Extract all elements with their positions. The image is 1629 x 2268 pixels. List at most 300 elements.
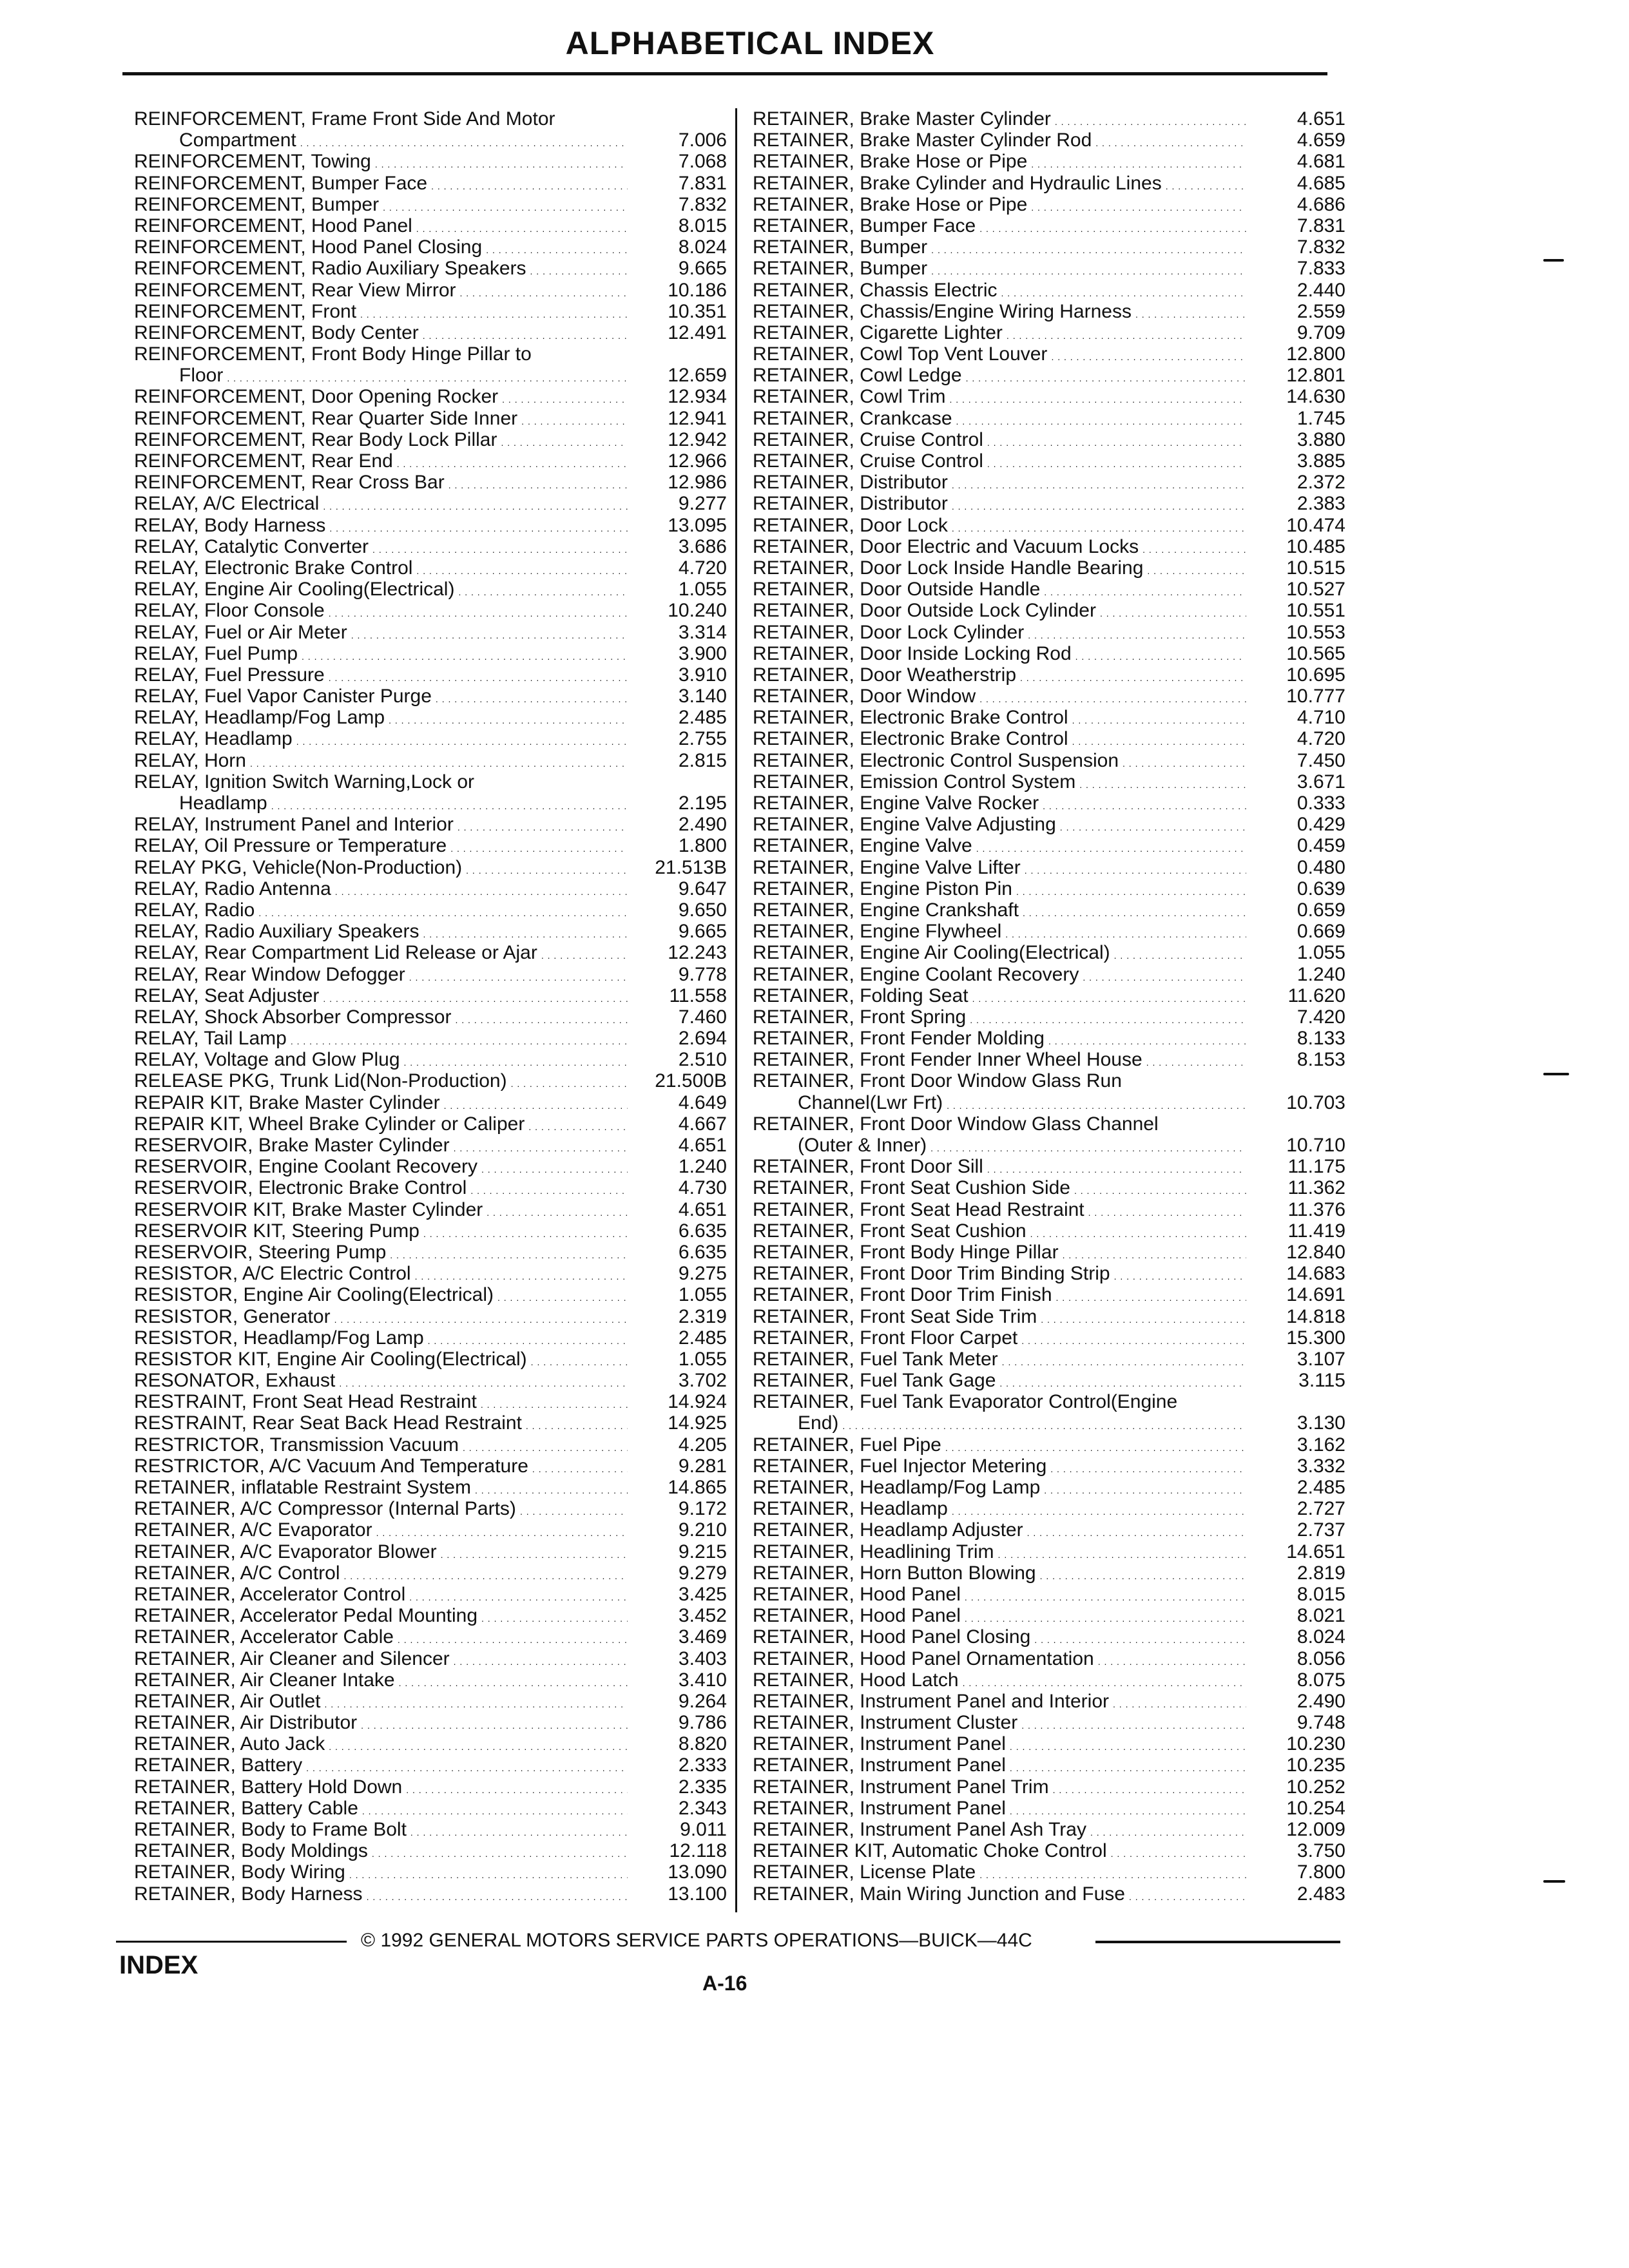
dot-leader [1100,600,1246,621]
index-entry [134,108,727,130]
entry-description [753,1327,1249,1349]
index-entry [134,750,727,771]
entry-page: 9.748 [1296,1712,1345,1734]
entry-description [134,1776,630,1798]
entry-description [134,1562,630,1584]
entry-text: RESISTOR, A/C Electric Control [134,1263,411,1285]
entry-text: RETAINER, Engine Air Cooling(Electrical) [753,942,1110,964]
entry-page: 12.243 [668,942,727,964]
entry-text: RETAINER, Headlamp/Fog Lamp [753,1477,1041,1498]
entry-page: 12.009 [1286,1819,1345,1840]
entry-text: RETAINER, Accelerator Cable [134,1626,394,1648]
entry-text: RETAINER, Emission Control System [753,771,1076,793]
entry-text: RESERVOIR, Electronic Brake Control [134,1177,467,1199]
entry-description [134,771,630,793]
entry-text: (Outer & Inner) [798,1135,927,1156]
entry-description [134,1242,630,1263]
entry-description [134,1819,630,1840]
entry-text: RETAINER, Headlamp [753,1498,948,1520]
entry-text: Floor [179,365,224,387]
dot-leader [502,386,628,407]
dot-leader [458,579,628,600]
index-entry [134,365,727,386]
index-entry [134,664,727,686]
entry-description [134,728,630,749]
index-entry [753,322,1345,343]
index-entry [753,1456,1345,1477]
entry-page: 12.934 [668,386,727,408]
index-entry [753,1519,1345,1541]
entry-page: 2.490 [1296,1690,1345,1712]
entry-text: REINFORCEMENT, Rear Body Lock Pillar [134,428,497,450]
index-entry [134,643,727,664]
entry-description [753,1199,1249,1220]
dot-leader [339,1370,628,1391]
entry-page: 11.419 [1287,1220,1345,1242]
index-entry [134,215,727,236]
entry-text: RETAINER, Accelerator Pedal Mounting [134,1605,478,1627]
entry-page: 10.777 [1286,686,1345,707]
entry-text: RESISTOR, Generator [134,1305,331,1327]
index-entry [134,1306,727,1327]
index-entry [753,750,1345,771]
dot-leader [227,365,628,386]
dot-leader [1034,1626,1246,1648]
entry-text: Headlamp [179,793,267,814]
entry-text: RELAY, Shock Absorber Compressor [134,1006,452,1028]
entry-text: RESTRICTOR, Transmission Vacuum [134,1434,459,1456]
entry-description [134,1263,630,1284]
entry-page: 3.452 [678,1605,727,1627]
entry-text: RETAINER, A/C Control [134,1562,340,1584]
entry-page: 4.649 [678,1091,727,1113]
entry-text: RETAINER, Crankcase [753,407,952,429]
entry-text: RETAINER, Cruise Control [753,450,983,472]
dot-leader [987,429,1246,450]
index-entry [134,1028,727,1049]
entry-description [134,1626,630,1648]
entry-page: 14.865 [668,1477,727,1498]
index-entry [134,258,727,279]
index-entry [134,1562,727,1584]
entry-description [134,1584,630,1605]
entry-page: 2.510 [678,1049,727,1071]
entry-page: 9.650 [678,899,727,921]
dot-leader [952,472,1246,493]
entry-description [134,1284,630,1305]
index-entry [134,386,727,407]
index-entry [753,1070,1345,1091]
entry-description [134,1327,630,1349]
entry-text: RETAINER, Engine Flywheel [753,921,1002,943]
entry-text: RESTRICTOR, A/C Vacuum And Temperature [134,1455,528,1477]
dot-leader [351,622,628,643]
entry-description [753,899,1249,921]
index-entry [134,472,727,493]
index-entry [134,622,727,643]
entry-description [134,1434,630,1456]
entry-text: RETAINER, Cowl Ledge [753,365,962,387]
entry-page: 12.659 [668,365,727,387]
entry-page: 2.559 [1296,300,1345,322]
index-entry [134,1456,727,1477]
entry-page: 7.420 [1296,1006,1345,1028]
entry-description [753,793,1249,814]
index-entry [134,151,727,172]
entry-page: 4.651 [678,1135,727,1156]
entry-page: 8.075 [1296,1669,1345,1691]
index-entry [753,1412,1345,1434]
index-entry [753,1049,1345,1070]
entry-page: 3.702 [678,1370,727,1392]
entry-page: 0.480 [1296,856,1345,878]
entry-page: 2.483 [1296,1883,1345,1905]
entry-page: 9.786 [678,1712,727,1734]
entry-page: 10.527 [1286,579,1345,601]
entry-page: 3.332 [1296,1455,1345,1477]
entry-page: 2.440 [1296,279,1345,301]
index-entry [134,1541,727,1562]
entry-page: 8.015 [678,215,727,236]
index-entry [134,1798,727,1819]
entry-page: 8.153 [1296,1049,1345,1071]
entry-text: RETAINER, Battery [134,1754,303,1776]
entry-description [753,429,1249,450]
dot-leader [361,1712,628,1733]
dot-leader [458,814,628,835]
entry-description [753,1840,1249,1861]
entry-description [134,1712,630,1733]
entry-description [753,921,1249,942]
entry-text: RETAINER, Air Cleaner and Silencer [134,1648,450,1669]
entry-description [134,1306,630,1327]
entry-text: RELAY, Oil Pressure or Temperature [134,835,447,857]
index-entry [753,1733,1345,1754]
entry-description [134,857,630,878]
entry-page: 3.671 [1296,771,1345,793]
entry-text: Channel(Lwr Frt) [798,1091,943,1113]
entry-text: RETAINER, Horn Button Blowing [753,1562,1036,1584]
entry-text: RETAINER, Brake Hose or Pipe [753,193,1028,215]
entry-text: RETAINER, Instrument Cluster [753,1712,1018,1734]
index-entry [134,1776,727,1798]
entry-description [753,1284,1249,1305]
entry-text: RETAINER, Bumper [753,258,928,280]
entry-page: 4.651 [1296,108,1345,130]
entry-page: 3.140 [678,686,727,707]
entry-page: 10.703 [1286,1091,1345,1113]
entry-description [134,365,630,386]
index-entry [134,899,727,921]
entry-page: 9.281 [678,1455,727,1477]
blank-leader [1177,1391,1249,1412]
entry-description [134,258,630,279]
index-entry [753,600,1345,621]
entry-description [134,1883,630,1905]
index-entry [753,536,1345,557]
entry-page: 10.474 [1286,514,1345,536]
entry-text: RELEASE PKG, Trunk Lid(Non-Production) [134,1070,507,1092]
index-entry [753,1263,1345,1284]
entry-text: RETAINER, Front Door Trim Binding Strip [753,1263,1110,1285]
entry-description [753,258,1249,279]
entry-page: 12.491 [668,322,727,343]
dot-leader [521,408,628,429]
entry-page: 9.665 [678,921,727,943]
index-entry [134,1477,727,1498]
index-entry [753,1434,1345,1456]
entry-description [753,857,1249,878]
entry-description [753,1370,1249,1391]
index-entry [753,1669,1345,1691]
entry-text: RELAY, Headlamp/Fog Lamp [134,707,385,729]
entry-text: REINFORCEMENT, Rear End [134,450,393,472]
index-entry [134,1733,727,1754]
entry-page: 13.100 [668,1883,727,1905]
entry-description [134,1028,630,1049]
index-entry [134,1691,727,1712]
entry-page: 2.485 [1296,1477,1345,1498]
entry-page: 14.818 [1286,1305,1345,1327]
entry-description [134,472,630,493]
entry-description [134,1691,630,1712]
entry-text: REINFORCEMENT, Rear Cross Bar [134,472,445,494]
entry-text: RETAINER, Front Door Sill [753,1156,983,1178]
dot-leader [1072,707,1246,728]
dot-leader [1043,793,1246,814]
entry-text: RELAY, Rear Window Defogger [134,963,405,985]
index-entry [134,1284,727,1305]
index-entry [134,1626,727,1648]
index-entry [134,1648,727,1669]
index-entry [134,1669,727,1691]
entry-text: RETAINER, Engine Valve Adjusting [753,814,1056,836]
entry-description [134,1648,630,1669]
entry-description [753,236,1249,258]
blank-leader [474,771,630,793]
entry-page: 3.880 [1296,428,1345,450]
entry-page: 11.620 [1287,985,1345,1006]
entry-text: RETAINER, Engine Crankshaft [753,899,1019,921]
entry-description [753,108,1249,130]
index-entry [134,1391,727,1412]
dot-leader [952,515,1246,536]
entry-text: RETAINER, Engine Piston Pin [753,878,1012,899]
entry-page: 14.651 [1286,1541,1345,1562]
entry-description [134,835,630,856]
dot-leader [367,1883,628,1905]
dot-leader [1010,1798,1246,1819]
dot-leader [1025,857,1246,878]
entry-description [134,1861,630,1883]
index-entry [134,985,727,1006]
index-entry [753,1819,1345,1840]
entry-description [753,643,1249,664]
entry-text: RETAINER, Electronic Brake Control [753,728,1068,750]
dot-leader [1135,301,1246,322]
index-entry [753,1754,1345,1776]
entry-page: 9.665 [678,258,727,280]
index-entry [753,280,1345,301]
entry-page: 3.130 [1296,1412,1345,1434]
entry-description [134,1349,630,1370]
entry-text: RETAINER, Air Outlet [134,1690,321,1712]
dot-leader [963,1669,1246,1691]
entry-page: 10.186 [668,279,727,301]
index-entry [134,1883,727,1905]
index-entry [134,194,727,215]
dot-leader [481,1605,628,1626]
dot-leader [300,130,628,151]
index-entry [134,429,727,450]
entry-text: RETAINER, Chassis Electric [753,279,998,301]
entry-text: RETAINER, Brake Cylinder and Hydraulic Lines [753,172,1162,194]
entry-text: RETAINER, Brake Hose or Pipe [753,151,1028,173]
entry-description [134,151,630,172]
index-entry [134,1861,727,1883]
entry-page [1249,1070,1345,1091]
dot-leader [423,1220,628,1242]
entry-page: 7.450 [1296,749,1345,771]
entry-description [134,1049,630,1070]
dot-leader [448,472,628,493]
entry-text: RESISTOR, Headlamp/Fog Lamp [134,1327,424,1349]
entry-page: 12.942 [668,428,727,450]
entry-text: RETAINER, Body to Frame Bolt [134,1819,407,1840]
entry-description [753,835,1249,856]
entry-page: 9.011 [680,1819,727,1840]
entry-text: RETAINER, A/C Evaporator [134,1519,372,1541]
entry-text: RETAINER, inflatable Restraint System [134,1477,471,1498]
index-entry [753,1135,1345,1156]
entry-text: RELAY, Voltage and Glow Plug [134,1049,400,1071]
entry-description [134,1199,630,1220]
entry-description [753,343,1249,365]
entry-page: 1.055 [678,1348,727,1370]
dot-leader [945,1434,1246,1456]
entry-description [753,1861,1249,1883]
index-entry [134,1070,727,1091]
entry-text: RETAINER, Fuel Injector Metering [753,1455,1047,1477]
index-entry [753,450,1345,472]
index-entry [134,301,727,322]
index-entry [134,1156,727,1177]
blank-leader [555,108,631,130]
index-entry [753,964,1345,985]
index-entry [753,1028,1345,1049]
margin-mark [1543,259,1564,262]
dot-leader [481,1391,628,1412]
entry-text: RELAY, Seat Adjuster [134,985,320,1006]
dot-leader [291,1028,628,1049]
index-entry [134,1242,727,1263]
entry-text: RETAINER, Electronic Brake Control [753,707,1068,729]
dot-leader [409,1584,628,1605]
entry-page: 14.691 [1286,1284,1345,1306]
entry-description [134,750,630,771]
entry-text: REINFORCEMENT, Bumper [134,193,380,215]
dot-leader [383,194,628,215]
entry-description [753,215,1249,236]
entry-text: RETAINER, Main Wiring Junction and Fuse [753,1883,1125,1905]
dot-leader [1051,343,1246,365]
index-entry [753,1006,1345,1028]
page-title: ALPHABETICAL INDEX [565,25,935,61]
entry-page: 14.925 [668,1412,727,1434]
index-entry [753,1113,1345,1135]
dot-leader [979,1861,1246,1883]
dot-leader [372,1840,628,1861]
entry-description [753,1519,1249,1541]
entry-text: RETAINER, Cowl Trim [753,386,946,408]
index-entry [753,1327,1345,1349]
dot-leader [1129,1883,1246,1905]
entry-text: RETAINER, Electronic Control Suspension [753,749,1119,771]
entry-description [134,1754,630,1776]
entry-text: RETAINER, Engine Valve [753,835,972,857]
entry-page: 10.235 [1286,1754,1345,1776]
entry-description [753,1242,1249,1263]
entry-page: 10.553 [1286,621,1345,643]
entry-description [753,1306,1249,1327]
entry-page: 4.720 [1296,728,1345,750]
dot-leader [416,215,628,236]
index-entry [134,835,727,856]
entry-text: RETAINER, Hood Latch [753,1669,959,1691]
index-entry [753,835,1345,856]
entry-page: 13.090 [668,1861,727,1883]
entry-page: 9.264 [678,1690,727,1712]
dot-leader [1010,1754,1246,1776]
entry-text: RESERVOIR, Brake Master Cylinder [134,1135,450,1156]
dot-leader [460,280,628,301]
dot-leader [949,386,1246,407]
dot-leader [1020,664,1246,686]
entry-description [753,1605,1249,1626]
dot-leader [423,322,628,343]
dot-leader [325,1691,628,1712]
entry-text: RETAINER, Distributor [753,472,948,494]
entry-text: RELAY, Horn [134,749,246,771]
entry-description [753,878,1249,899]
entry-page: 2.815 [678,749,727,771]
index-entry [753,1584,1345,1605]
dot-leader [1079,771,1246,793]
dot-leader [497,1284,628,1305]
dot-leader [530,258,628,279]
entry-page: 3.686 [678,535,727,557]
entry-text: RETAINER, Cowl Top Vent Louver [753,343,1048,365]
entry-page [1249,1113,1345,1135]
entry-description [134,686,630,707]
index-entry [753,1861,1345,1883]
index-entry [134,1092,727,1113]
dot-leader [931,236,1246,258]
entry-description [134,793,630,814]
entry-text: RELAY, Body Harness [134,514,326,536]
entry-description [753,1006,1249,1028]
dot-leader [431,173,628,194]
dot-leader [329,1733,628,1754]
entry-text: RETAINER, Front Spring [753,1006,967,1028]
entry-text: RELAY, Floor Console [134,600,325,622]
dot-leader [1031,151,1246,172]
dot-leader [1040,1562,1246,1584]
index-entry [134,536,727,557]
index-entry [753,1199,1345,1220]
entry-text: RETAINER, Battery Hold Down [134,1776,403,1798]
dot-leader [372,536,628,557]
